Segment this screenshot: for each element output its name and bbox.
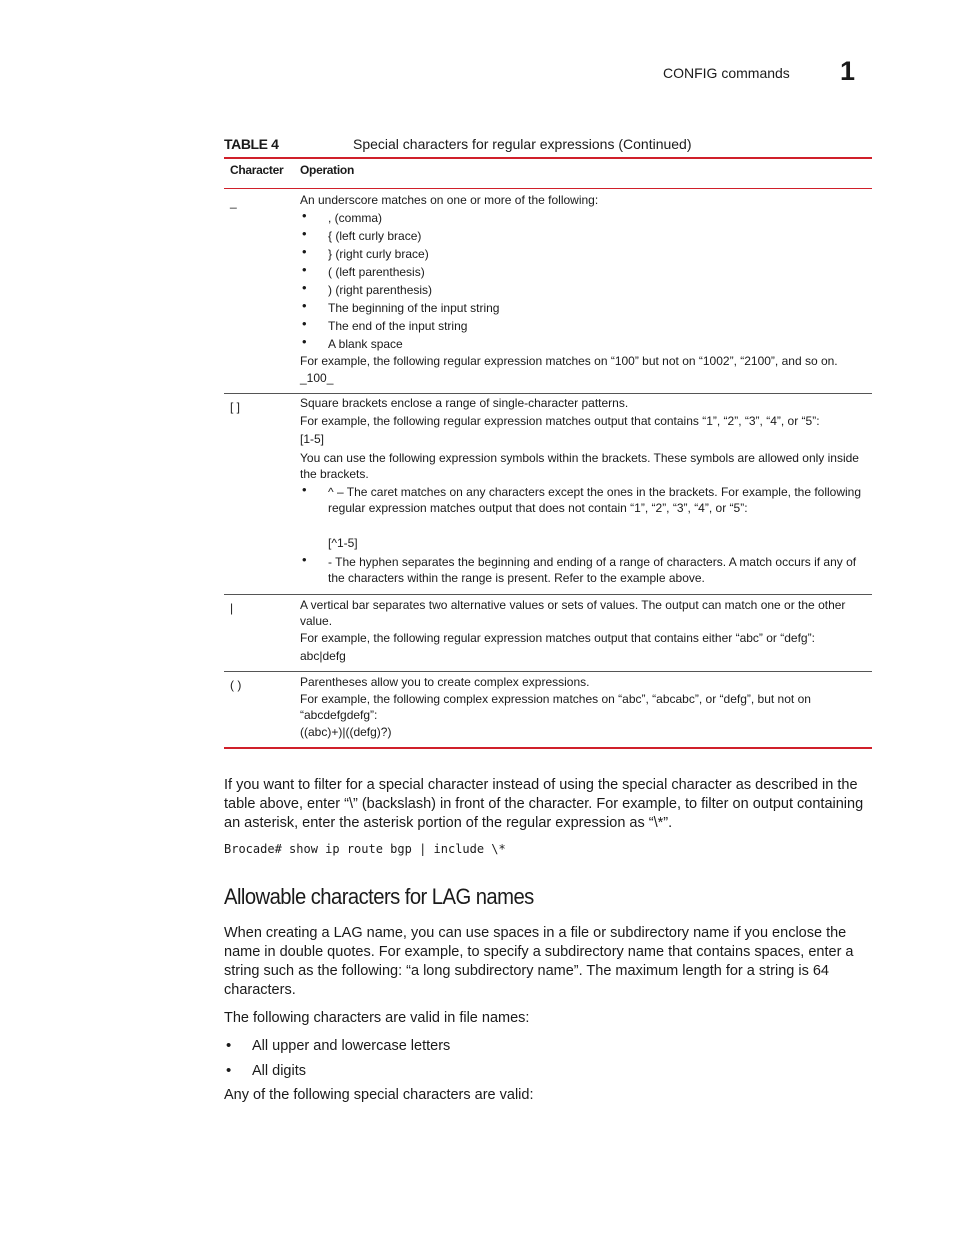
bullet-icon: • (302, 280, 307, 295)
table-row-square-brackets (224, 394, 872, 595)
operation-example: For example, the following regular expression matches on “100” but not on “1002”, “2100”, and so on. (300, 354, 838, 368)
operation-intro: An underscore matches on one or more of the following: (300, 193, 599, 207)
table-row-underscore (224, 189, 872, 394)
chapter-number: 1 (840, 56, 856, 86)
list-item: • } (right curly brace) (302, 244, 429, 261)
operation-code: [^1-5] (328, 536, 358, 550)
table-title: Special characters for regular expressions (Continued) (353, 136, 692, 152)
cell-character: ( ) (230, 678, 242, 692)
list-item: • A blank space (302, 334, 403, 351)
code-example: Brocade# show ip route bgp | include \* (224, 842, 506, 856)
list-item: • , (comma) (302, 208, 382, 225)
operation-intro: Square brackets enclose a range of single-character patterns. (300, 396, 629, 410)
list-item: • { (left curly brace) (302, 226, 422, 243)
operation-intro: A vertical bar separates two alternative values or sets of values. The output can match one or the other value. (300, 598, 846, 628)
operation-code: _100_ (300, 371, 334, 385)
operation-example: For example, the following regular expression matches output that contains “1”, “2”, “3”, “4”, or “5”: (300, 414, 820, 428)
body-paragraph: If you want to filter for a special character instead of using the special character as described in the table above, enter “\” (backslash) in front of the character. For example, to filter on output containing an asterisk, enter the asterisk portion of the regular expression as “\*”. (224, 777, 864, 831)
body-paragraph: Any of the following special characters are valid: (224, 1087, 534, 1103)
operation-code: abc|defg (300, 649, 346, 663)
bullet-list (300, 484, 864, 586)
cell-operation (300, 595, 872, 671)
cell-operation (300, 672, 872, 747)
column-header-operation: Operation (300, 163, 354, 177)
list-item: • All digits (226, 1062, 306, 1079)
section-heading: Allowable characters for LAG names (224, 884, 534, 909)
operation-intro: Parentheses allow you to create complex expressions. (300, 675, 590, 689)
table-row-vertical-bar (224, 595, 872, 672)
body-paragraph: When creating a LAG name, you can use spaces in a file or subdirectory name if you enclose the name in double quotes. For example, to specify a subdirectory name that contains spaces, enter a string such as the following: “a long subdirectory name”. The maximum length for a string is 64 characters. (224, 925, 854, 998)
cell-character: _ (230, 195, 237, 209)
cell-operation (300, 189, 872, 393)
list-item: • The beginning of the input string (302, 298, 500, 315)
operation-example: For example, the following complex expression matches on “abc”, “abcabc”, or “defg”, but not on “abcdefgdefg”: (300, 692, 811, 722)
list-item: • ( (left parenthesis) (302, 262, 425, 279)
bullet-icon: • (226, 1062, 232, 1079)
operation-code: [1-5] (300, 432, 325, 446)
running-header-section: CONFIG commands (663, 65, 790, 81)
bullet-icon: • (302, 226, 307, 241)
special-characters-table (224, 157, 872, 749)
cell-character: [ ] (230, 400, 241, 414)
table-header-row (224, 159, 872, 189)
table-row-parentheses (224, 672, 872, 747)
bullet-icon: • (302, 262, 307, 277)
list-item: • ) (right parenthesis) (302, 280, 433, 297)
cell-character: | (230, 601, 234, 615)
bullet-list (300, 209, 864, 353)
operation-code: ((abc)+)|((defg)?) (300, 725, 392, 739)
list-item: • All upper and lowercase letters (226, 1037, 451, 1054)
bullet-icon: • (302, 552, 307, 567)
bullet-icon: • (302, 334, 307, 349)
bullet-icon: • (302, 482, 307, 497)
bullet-icon: • (226, 1037, 232, 1054)
body-paragraph: The following characters are valid in file names: (224, 1010, 530, 1026)
operation-note: You can use the following expression symbols within the brackets. These symbols are allowed only inside the brackets. (300, 451, 859, 481)
bullet-icon: • (302, 208, 307, 223)
cell-operation (300, 394, 872, 594)
bullet-icon: • (302, 298, 307, 313)
bullet-icon: • (302, 316, 307, 331)
column-header-character: Character (230, 163, 284, 177)
bullet-icon: • (302, 244, 307, 259)
operation-example: For example, the following regular expression matches output that contains either “abc” or “defg”: (300, 631, 815, 645)
bullet-list (224, 1037, 450, 1087)
list-item: • - The hyphen separates the beginning and ending of a range of characters. A match occurs if any of the characters within the range is present. Refer to the example above. (302, 552, 857, 585)
list-item: • ^ – The caret matches on any characters except the ones in the brackets. For example, the following regular expression matches output that does not contain “1”, “2”, “3”, “4”, or “5”: [^1-5] (300, 484, 864, 552)
list-item: • The end of the input string (302, 316, 468, 333)
table-label: TABLE 4 (224, 136, 279, 152)
